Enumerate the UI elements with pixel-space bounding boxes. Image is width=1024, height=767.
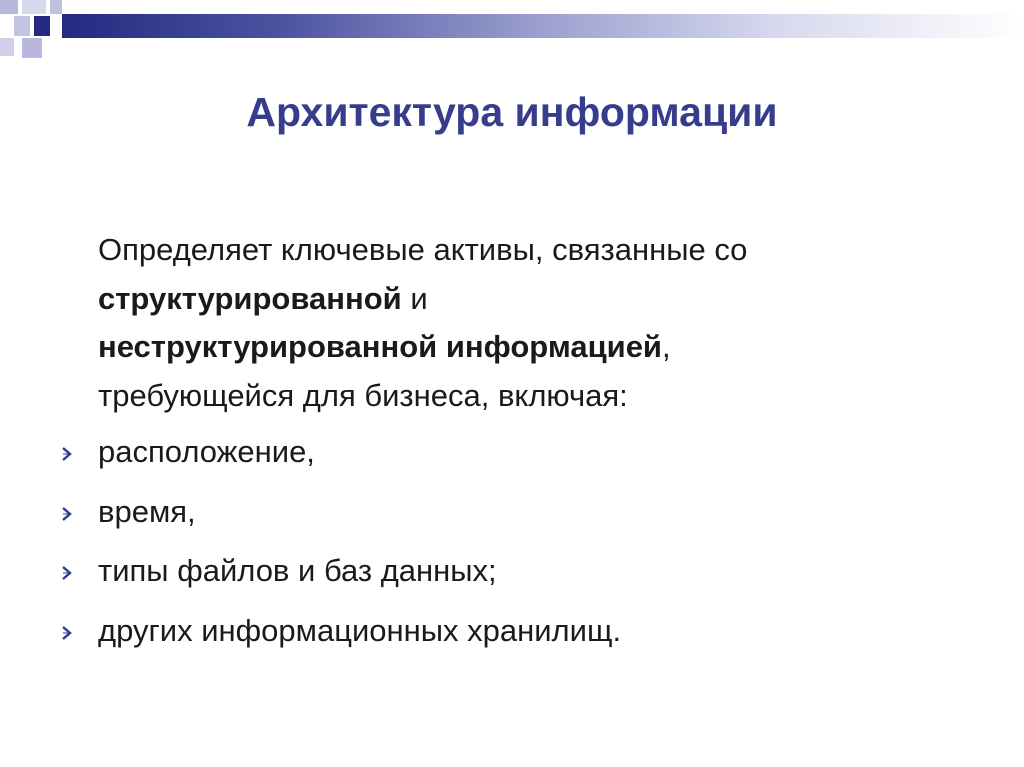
list-item-text: других информационных хранилищ.	[98, 612, 622, 648]
chevron-right-icon	[60, 565, 78, 581]
header-gradient-bar	[62, 14, 1024, 38]
chevron-right-icon	[60, 625, 78, 641]
bold-term-structured: структурированной	[98, 280, 402, 316]
deco-square	[34, 16, 50, 36]
bullet-list	[0, 428, 1024, 666]
deco-square	[0, 0, 18, 14]
deco-square	[14, 16, 30, 36]
paragraph-line: требующейся для бизнеса, включая:	[98, 377, 628, 413]
list-item-text: время,	[98, 493, 196, 529]
paragraph-line: Определяет ключевые активы, связанные со	[98, 232, 748, 267]
list-item-text: расположение,	[98, 434, 315, 469]
paragraph-comma: ,	[662, 329, 671, 364]
deco-square	[50, 0, 62, 14]
list-item	[0, 488, 1024, 548]
deco-square	[22, 38, 42, 58]
slide-title: Архитектура информации	[246, 89, 778, 135]
header-decoration	[0, 0, 1024, 70]
intro-paragraph	[98, 226, 978, 420]
paragraph-connector: и	[401, 280, 428, 316]
list-item	[0, 547, 1024, 607]
list-item-text: типы файлов и баз данных;	[98, 553, 497, 588]
chevron-right-icon	[60, 446, 78, 462]
deco-square	[22, 0, 46, 14]
bold-term-unstructured: неструктурированной информацией	[98, 329, 662, 364]
list-item	[0, 607, 1024, 667]
list-item	[0, 428, 1024, 488]
chevron-right-icon	[60, 506, 78, 522]
deco-square	[0, 38, 14, 56]
